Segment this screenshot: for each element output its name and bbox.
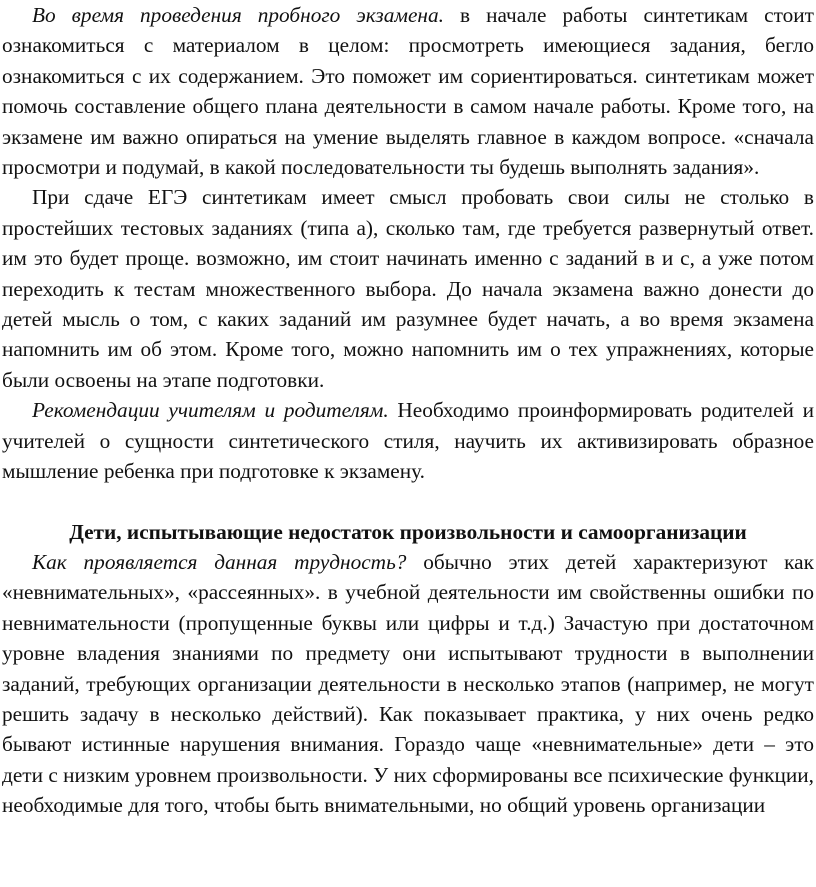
paragraph-text: обычно этих детей характеризуют как «невнимательных», «рассеянных». в учебной деятельности им свойственны ошибки по невнимательности (пропущенные буквы или цифры и т.д.) Зачастую при достаточном уровне владения знаниями по предмету они испытывают трудности в выполнении заданий, требующих организации деятельности в несколько этапов (например, не могут решить задачу в несколько действий). Как показывает практика, у них очень редко бывают истинные нарушения внимания. Гораздо чаще «невнимательные» дети – это дети с низким уровнем произвольности. У них сформированы все психические функции, необходимые для того, чтобы быть внимательными, но общий уровень организации — [2, 549, 814, 818]
paragraph-lead: Рекомендации учителям и родителям. — [32, 398, 389, 423]
paragraph-difficulty — [2, 547, 814, 821]
paragraph-recommendations — [2, 395, 814, 486]
paragraph-ege — [2, 182, 814, 395]
paragraph-text: Необходимо проинформировать родителей и учителей о сущности синтетического стиля, научить их активизировать образное мышление ребенка при подготовке к экзамену. — [2, 398, 814, 484]
paragraph-text: При сдаче ЕГЭ синтетикам имеет смысл пробовать свои силы не столько в простейших тестовых заданиях (типа а), сколько там, где требуется развернутый ответ. им это будет проще. возможно, им стоит начинать именно с заданий в и с, а уже потом переходить к тестам множественного выбора. До начала экзамена важно донести до детей мысль о том, с каких заданий им разумнее будет начать, а во время экзамена напомнить им об этом. Кроме того, можно напомнить им о тех упражнениях, которые были освоены на этапе подготовки. — [2, 185, 814, 392]
section-heading: Дети, испытывающие недостаток произвольности и самоорганизации — [69, 519, 747, 544]
paragraph-lead: Как проявляется данная трудность? — [32, 549, 407, 574]
paragraph-trial-exam — [2, 0, 814, 182]
paragraph-text: в начале работы синтетикам стоит ознакомиться с материалом в целом: просмотреть имеющиеся задания, бегло ознакомиться с их содержанием. Это поможет им сориентироваться. синтетикам может помочь составление общего плана деятельности в самом начале работы. Кроме того, на экзамене им важно опираться на умение выделять главное в каждом вопросе. «сначала просмотри и подумай, в какой последовательности ты будешь выполнять задания». — [2, 3, 814, 180]
paragraph-lead: Во время проведения пробного экзамена. — [32, 3, 444, 27]
